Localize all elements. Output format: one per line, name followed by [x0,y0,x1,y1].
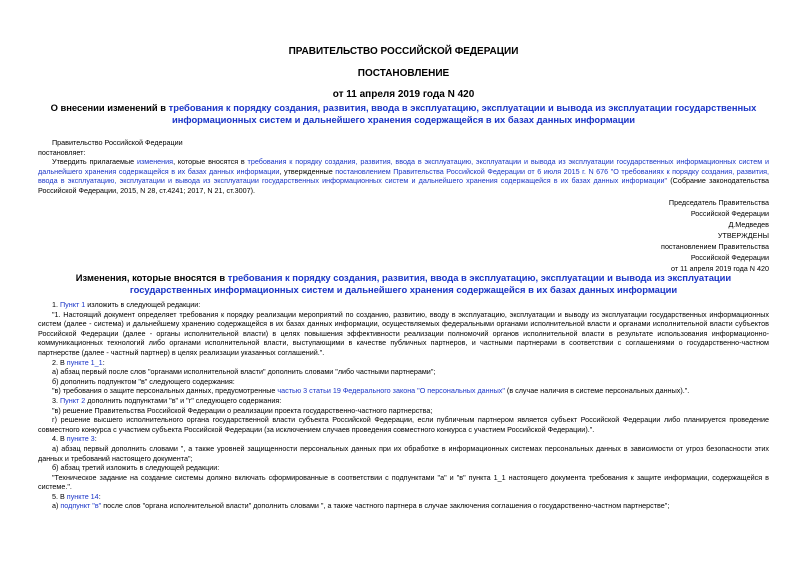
document-title-link[interactable]: требования к порядку создания, развития, ввода в эксплуатацию, эксплуатации и вывода из эксплуатации государственных информационных систем и дальнейшего хранения содержащейся в их базах данных информации [168,102,757,125]
item-3-quote-2: г) решение высшего исполнительного органа государственной власти субъекта Российской Федерации, если публичным партнером является субъект Российской Федерации либо планируется проведение совместного конкурса с участием субъекта Российской Федерации (за исключением случаев проведения совместного конкурса с участием Российской Федерации).". [38,415,769,434]
item-3-link[interactable]: Пункт 2 [60,395,86,405]
signature-role-1: Председатель Правительства [668,198,769,207]
subpoint-v-link[interactable]: подпункт "в" [60,501,102,511]
item-1 [38,300,769,310]
item-2-sub-b: б) дополнить подпунктом "в" следующего содержания: [52,376,235,386]
item-4-sub-a: а) абзац первый дополнить словами ", а также уровней защищенности персональных данных при их обработке в информационных системах персональных данных в зависимости от угроз безопасности этих данных и требований настоящего документа"; [38,443,769,463]
item-5 [38,492,769,502]
signature-name: Д.Медведев [728,220,769,229]
approved-by-1: постановлением Правительства [661,242,769,251]
item-5-sub-a-prefix: а) [52,501,61,511]
preamble-text-c: , утвержденные [279,166,336,176]
changes-link[interactable]: изменения [136,157,174,167]
preamble-line-government: Правительство Российской Федерации [52,138,183,147]
signature-role-2: Российской Федерации [690,209,769,218]
signature-block [38,197,769,274]
item-1-text: изложить в следующей редакции: [85,300,201,309]
item-1-num: 1. [52,300,60,309]
government-heading: ПРАВИТЕЛЬСТВО РОССИЙСКОЙ ФЕДЕРАЦИИ [288,46,519,57]
item-5-link[interactable]: пункте 14 [66,491,99,501]
item-5-text-b: : [98,491,101,501]
preamble-line-decree: постановляет: [38,147,86,157]
item-4-link[interactable]: пункте 3 [66,434,95,444]
item-1-link[interactable]: Пункт 1 [60,300,86,309]
approved-date: от 11 апреля 2019 года N 420 [671,264,769,273]
item-4-quote: "Техническое задание на создание системы должно включать сформированные в соответствии с подпунктами "а" и "в" пункта 1_1 настоящего документа требования к защите информации, содержащейся в системе.". [38,472,769,492]
preamble-text-a: Утвердить прилагаемые [52,157,137,167]
approved-label: УТВЕРЖДЕНЫ [717,231,769,240]
document-type-heading: ПОСТАНОВЛЕНИЕ [357,68,450,79]
item-4-text-b: : [94,434,97,444]
item-4-sub-b: б) абзац третий изложить в следующей редакции: [52,463,220,473]
item-2 [38,358,769,368]
item-4-text-a: 4. В [52,434,67,444]
item-3-num: 3. [52,395,60,405]
item-3-quote-1: "в) решение Правительства Российской Федерации о реализации проекта государственно-частного партнерства; [52,405,433,415]
decree-676-link[interactable]: постановлением Правительства Российской Федерации от 6 июля 2015 г. N 676 "О требованиях к порядку создания, развития, ввода в эксплуатацию, эксплуатации и вывода из эксплуатации государственных информационных систем и дальнейшего хранения содержащейся в их базах данных информации" [38,166,769,186]
preamble-text-d: (Собрание законодательства Российской Федерации, 2015, N 28, ст.4241; 2017, N 21, ст.3007). [38,176,769,195]
preamble-paragraph [38,157,769,195]
document-date-number: от 11 апреля 2019 года N 420 [332,89,475,100]
requirements-link[interactable]: требования к порядку создания, развития, ввода в эксплуатацию, эксплуатации и вывода из эксплуатации государственных информационных систем и дальнейшего хранения содержащейся в их базах данных информации [38,157,769,176]
item-2-text-b: : [102,357,105,367]
document-title [38,102,769,126]
changes-title [38,272,769,296]
item-3-text: дополнить подпунктами "в" и "г" следующего содержания: [85,395,282,405]
item-2-sub-a: а) абзац первый после слов "органами исполнительной власти" дополнить словами "либо частными партнерами"; [52,367,436,377]
changes-title-prefix: Изменения, которые вносятся в [75,272,228,283]
item-2-text-a: 2. В [52,357,67,367]
item-5-sub-a-text: после слов "органа исполнительной власти" дополнить словами ", а также частного партнера в случае заключения соглашения о государственно-частном партнерстве"; [101,501,670,511]
item-1-quote: "1. Настоящий документ определяет требования к порядку реализации мероприятий по созданию, развитию, вводу в эксплуатацию, эксплуатации и выводу из эксплуатации государственных информационных систем (далее - система) и дальнейшему хранению содержащейся в их базах данных информации, осуществляемых федеральными органами исполнительной власти и органами исполнительной власти субъектов Российской Федерации (далее - органы исполнительной власти) в целях повышения эффективности реализации полномочий органов исполнительной власти в результате использования информационно-коммуникационных технологий либо органами исполнительной власти, выступающими в качестве публичных партнеров, и частными партнерами в соответствии с соглашениями о государственно-частном партнерстве (далее - частный партнер) в целях реализации указанных соглашений.". [38,309,769,357]
changes-title-link[interactable]: требования к порядку создания, развития, ввода в эксплуатацию, эксплуатации и вывода из эксплуатации государственных информационных систем и дальнейшего хранения содержащейся в их базах данных информации [129,272,732,295]
item-5-text-a: 5. В [52,491,67,501]
item-2-quote-a: "в) требования о защите персональных данных, предусмотренные [52,386,278,396]
item-2-link[interactable]: пункте 1_1 [66,357,103,367]
preamble [38,138,769,196]
item-4 [38,434,769,444]
approved-by-2: Российской Федерации [690,253,769,262]
preamble-text-b: , которые вносятся в [173,157,248,167]
personal-data-law-link[interactable]: частью 3 статьи 19 Федерального закона "О персональных данных" [277,386,505,396]
document-title-prefix: О внесении изменений в [50,102,169,113]
item-5-sub-a [38,501,769,511]
item-2-quote-b: (в случае наличия в системе персональных данных).". [504,386,690,396]
changes-body [38,300,769,511]
item-2-quote [38,386,769,396]
item-3 [38,396,769,406]
